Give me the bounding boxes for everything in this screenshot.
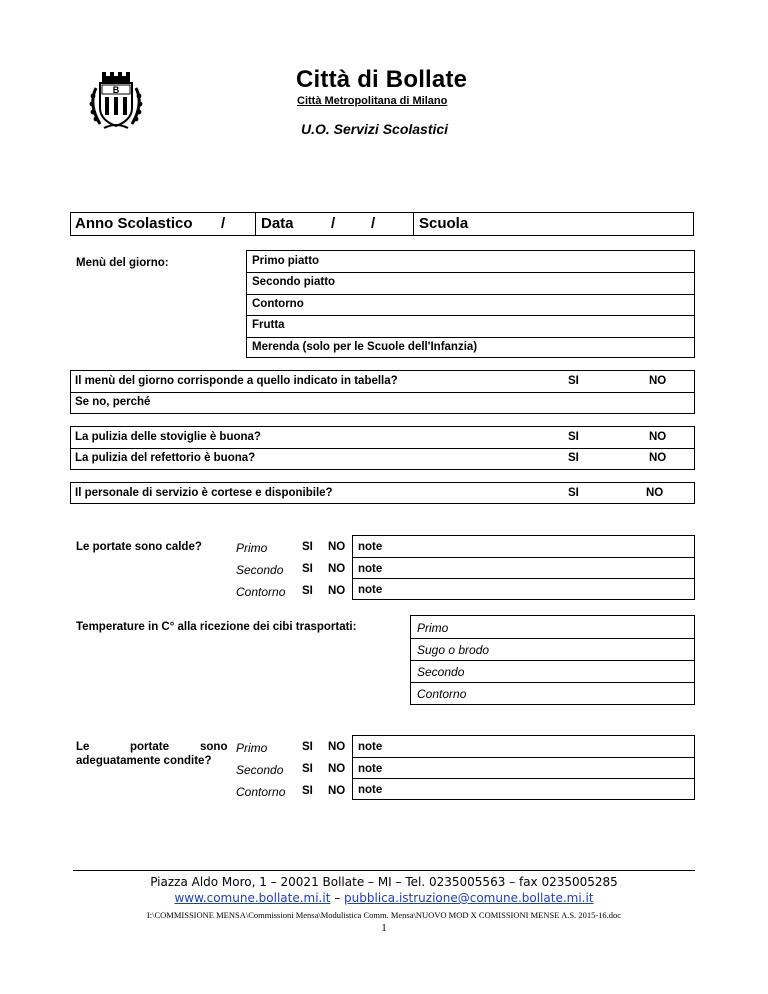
school-year-slash: / xyxy=(221,215,226,232)
date-label: Data xyxy=(261,215,294,232)
answer-si: SI xyxy=(302,785,313,797)
answer-si: SI xyxy=(302,585,313,597)
menu-match-table xyxy=(70,370,695,414)
menu-item: Secondo piatto xyxy=(252,276,336,288)
document-path: I:\COMMISSIONE MENSA\Commissioni Mensa\Modulistica Comm. Mensa\NUOVO MOD X COMISSIONI MENSE A.S. 2015-16.doc xyxy=(146,910,622,920)
hot-courses-label: Le portate sono calde? xyxy=(76,541,202,553)
divider xyxy=(255,213,256,235)
temperature-item: Primo xyxy=(417,621,449,635)
note-label: note xyxy=(358,784,383,796)
temperature-item: Secondo xyxy=(417,665,465,679)
answer-si: SI xyxy=(568,375,579,387)
course-label: Secondo xyxy=(236,763,284,777)
date-slash: / xyxy=(331,215,336,232)
note-label: note xyxy=(358,741,383,753)
website-link[interactable]: www.comune.bollate.mi.it xyxy=(174,891,331,905)
answer-si: SI xyxy=(302,763,313,775)
answer-no: NO xyxy=(649,431,667,443)
answer-si: SI xyxy=(302,563,313,575)
answer-si: SI xyxy=(568,431,579,443)
answer-no: NO xyxy=(328,741,346,753)
answer-si: SI xyxy=(302,741,313,753)
school-year-label: Anno Scolastico xyxy=(75,215,193,232)
answer-no: NO xyxy=(649,375,667,387)
date-slash: / xyxy=(371,215,376,232)
question-menu-match: Il menù del giorno corrisponde a quello indicato in tabella? xyxy=(75,375,398,387)
seasoned-label-line2: adeguatamente condite? xyxy=(76,755,212,767)
menu-item: Primo piatto xyxy=(252,255,320,267)
answer-no: NO xyxy=(328,585,346,597)
answer-si: SI xyxy=(568,452,579,464)
staff-table xyxy=(70,482,695,504)
seasoned-notes-table xyxy=(352,735,695,800)
page-subtitle: Città Metropolitana di Milano xyxy=(297,95,448,107)
answer-no: NO xyxy=(328,563,346,575)
temperature-item: Sugo o brodo xyxy=(417,643,490,657)
office-name: U.O. Servizi Scolastici xyxy=(301,121,449,137)
answer-si: SI xyxy=(302,541,313,553)
question-why-not: Se no, perché xyxy=(75,396,151,408)
menu-label: Menù del giorno: xyxy=(76,257,169,269)
answer-no: NO xyxy=(328,541,346,553)
footer-links xyxy=(0,891,768,905)
answer-no: NO xyxy=(646,487,664,499)
menu-table xyxy=(246,250,695,358)
course-label: Secondo xyxy=(236,563,284,577)
seasoned-label-word: portate xyxy=(130,741,169,753)
menu-item: Merenda (solo per le Scuole dell'Infanzia) xyxy=(252,341,478,353)
note-label: note xyxy=(358,584,383,596)
school-label: Scuola xyxy=(419,215,469,232)
note-label: note xyxy=(358,541,383,553)
answer-si: SI xyxy=(568,487,579,499)
temperature-item: Contorno xyxy=(417,687,467,701)
temperature-table xyxy=(410,615,695,705)
seasoned-label-word: sono xyxy=(200,741,228,753)
seasoned-label-word: Le xyxy=(76,741,90,753)
course-label: Contorno xyxy=(236,785,286,799)
answer-no: NO xyxy=(328,763,346,775)
footer-address: Piazza Aldo Moro, 1 – 20021 Bollate – MI – Tel. 0235005563 – fax 0235005285 xyxy=(150,875,618,889)
question-dishes: La pulizia delle stoviglie è buona? xyxy=(75,431,261,443)
menu-item: Contorno xyxy=(252,298,304,310)
menu-item: Frutta xyxy=(252,319,285,331)
school-year-date-row xyxy=(70,212,694,236)
note-label: note xyxy=(358,563,383,575)
course-label: Primo xyxy=(236,541,268,555)
page-title: Città di Bollate xyxy=(296,66,468,93)
question-staff: Il personale di servizio è cortese e disponibile? xyxy=(75,487,333,499)
cleanliness-table xyxy=(70,426,695,470)
answer-no: NO xyxy=(649,452,667,464)
page-number: 1 xyxy=(381,922,387,934)
crest-letter: B xyxy=(112,85,120,95)
footer-divider xyxy=(73,870,695,871)
course-label: Primo xyxy=(236,741,268,755)
email-link[interactable]: pubblica.istruzione@comune.bollate.mi.it xyxy=(344,891,594,905)
city-crest-logo xyxy=(80,70,152,132)
question-refectory: La pulizia del refettorio è buona? xyxy=(75,452,256,464)
temperature-label: Temperature in C° alla ricezione dei cibi trasportati: xyxy=(76,621,357,633)
hot-courses-notes-table xyxy=(352,535,695,600)
note-label: note xyxy=(358,763,383,775)
course-label: Contorno xyxy=(236,585,286,599)
divider xyxy=(413,213,414,235)
answer-no: NO xyxy=(328,785,346,797)
footer-dash: – xyxy=(330,891,345,905)
